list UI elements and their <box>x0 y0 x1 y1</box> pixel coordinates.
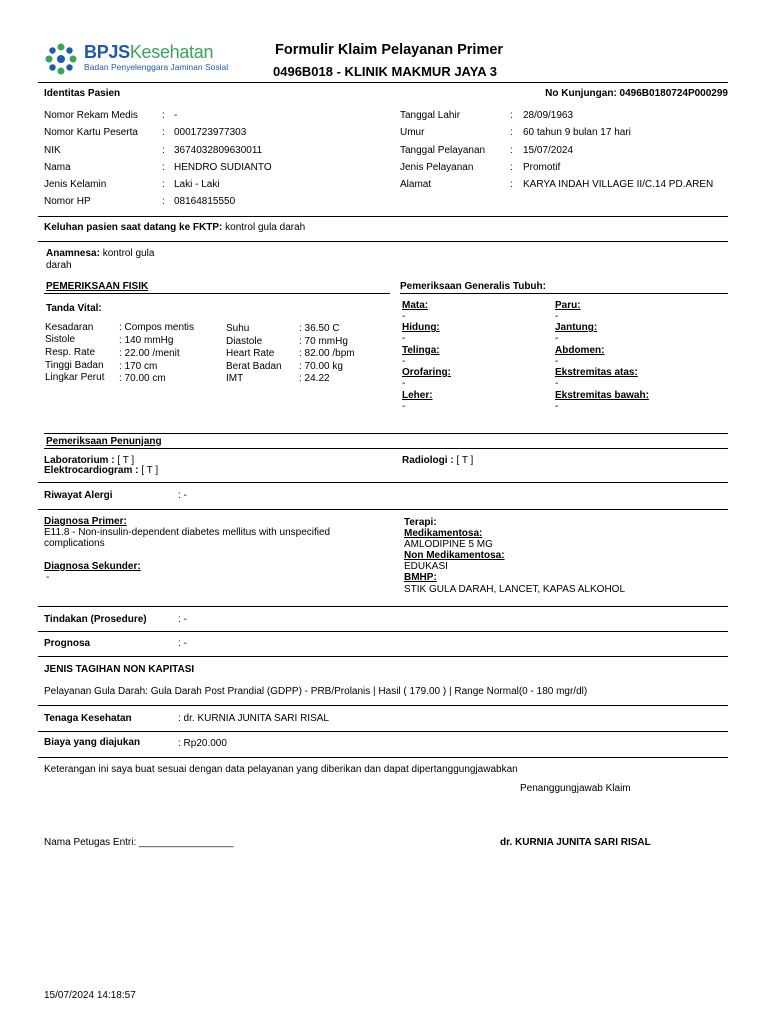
biaya-value: : Rp20.000 <box>178 738 227 749</box>
colon: : <box>510 110 513 121</box>
tenaga-value: : dr. KURNIA JUNITA SARI RISAL <box>178 713 329 724</box>
sistole-label: Sistole <box>45 334 76 345</box>
non-kapitasi-label: JENIS TAGIHAN NON KAPITASI <box>44 664 195 675</box>
diastole-label: Diastole <box>226 336 263 347</box>
ekstremitas-atas-value: - <box>555 378 559 389</box>
generalis-underline <box>400 293 728 294</box>
resp-rate-label: Resp. Rate <box>45 347 96 358</box>
petugas-blank: _________________ <box>139 837 234 848</box>
heart-rate-label: Heart Rate <box>226 348 275 359</box>
kesadaran-value: : Compos mentis <box>119 322 195 333</box>
tenaga-label: Tenaga Kesehatan <box>44 713 132 724</box>
alergi-value: : - <box>178 490 187 501</box>
pemeriksaan-fisik-label: PEMERIKSAAN FISIK <box>46 281 149 292</box>
generalis-label: Pemeriksaan Generalis Tubuh: <box>400 281 546 292</box>
alamat-value: KARYA INDAH VILLAGE II/C.14 PD.AREN <box>523 179 714 190</box>
signer-name: dr. KURNIA JUNITA SARI RISAL <box>500 837 651 848</box>
bmhp-value: STIK GULA DARAH, LANCET, KAPAS ALKOHOL <box>404 584 626 595</box>
jenis-pelayanan-label: Jenis Pelayanan <box>400 162 474 173</box>
fisik-underline <box>44 293 390 294</box>
orofaring-label: Orofaring: <box>402 367 451 378</box>
suhu-label: Suhu <box>226 323 250 334</box>
medikamentosa-label: Medikamentosa: <box>404 528 483 539</box>
kunjungan-number: No Kunjungan: 0496B0180724P000299 <box>545 88 728 99</box>
tanggal-pelayanan-label: Tanggal Pelayanan <box>400 145 486 156</box>
keterangan-text: Keterangan ini saya buat sesuai dengan data pelayanan yang diberikan dan dapat dipertanggungjawabkan <box>44 764 518 775</box>
paru-label: Paru: <box>555 300 581 311</box>
leher-label: Leher: <box>402 390 433 401</box>
telinga-label: Telinga: <box>402 345 440 356</box>
jenis-pelayanan-value: Promotif <box>523 162 561 173</box>
colon: : <box>510 179 513 190</box>
diastole-value: : 70 mmHg <box>299 336 348 347</box>
penunjang-underline <box>44 448 728 449</box>
tanggal-lahir-label: Tanggal Lahir <box>400 110 461 121</box>
ekg-value: [ T ] <box>141 465 159 476</box>
diagnosa-primer-value: E11.8 - Non-insulin-dependent diabetes mellitus with unspecified complications <box>44 527 331 549</box>
tanggal-pelayanan-value: 15/07/2024 <box>523 145 574 156</box>
jenis-kelamin-value: Laki - Laki <box>174 179 220 190</box>
heart-rate-value: : 82.00 /bpm <box>299 348 355 359</box>
petugas-row <box>44 837 234 848</box>
petugas-label: Nama Petugas Entri: <box>44 837 137 848</box>
nama-value: HENDRO SUDIANTO <box>174 162 272 173</box>
tindakan-value: : - <box>178 614 187 625</box>
abdomen-value: - <box>555 356 559 367</box>
penunjang-top-line <box>44 433 728 434</box>
colon: : <box>162 145 165 156</box>
ekstremitas-bawah-value: - <box>555 401 559 412</box>
radiologi-row <box>402 455 473 466</box>
colon: : <box>162 110 165 121</box>
nik-label: NIK <box>44 145 61 156</box>
orofaring-value: - <box>402 378 406 389</box>
suhu-value: : 36.50 C <box>299 323 340 334</box>
sistole-value: : 140 mmHg <box>119 335 174 346</box>
penanggungjawab-label: Penanggungjawab Klaim <box>520 783 631 794</box>
kartu-peserta-value: 0001723977303 <box>174 127 247 138</box>
laboratorium-value: [ T ] <box>117 455 135 466</box>
colon: : <box>162 196 165 207</box>
umur-label: Umur <box>400 127 425 138</box>
laboratorium-label: Laboratorium : <box>44 455 115 466</box>
alergi-label: Riwayat Alergi <box>44 490 113 501</box>
prognosa-value: : - <box>178 638 187 649</box>
ekstremitas-atas-label: Ekstremitas atas: <box>555 367 638 378</box>
lingkar-perut-value: : 70.00 cm <box>119 373 166 384</box>
paru-value: - <box>555 311 559 322</box>
jenis-kelamin-label: Jenis Kelamin <box>44 179 107 190</box>
anamnesa-label: Anamnesa: <box>46 248 100 259</box>
mata-label: Mata: <box>402 300 429 311</box>
kartu-peserta-label: Nomor Kartu Peserta <box>44 127 138 138</box>
non-medikamentosa-value: EDUKASI <box>404 561 448 572</box>
mata-value: - <box>402 311 406 322</box>
colon: : <box>162 162 165 173</box>
keluhan-value: kontrol gula darah <box>225 222 306 233</box>
berat-badan-value: : 70.00 kg <box>299 361 343 372</box>
ekg-label: Elektrocardiogram : <box>44 465 139 476</box>
bmhp-label: BMHP: <box>404 572 437 583</box>
radiologi-value: [ T ] <box>456 455 474 466</box>
biaya-label: Biaya yang diajukan <box>44 737 141 748</box>
bpjs-emblem-icon <box>44 42 78 76</box>
nomor-hp-label: Nomor HP <box>44 196 91 207</box>
nomor-hp-value: 08164815550 <box>174 196 236 207</box>
colon: : <box>162 179 165 190</box>
diagnosa-sekunder-label: Diagnosa Sekunder: <box>44 561 141 572</box>
lingkar-perut-label: Lingkar Perut <box>45 372 105 383</box>
abdomen-label: Abdomen: <box>555 345 605 356</box>
identitas-label: Identitas Pasien <box>44 88 121 99</box>
colon: : <box>510 127 513 138</box>
diagnosa-sekunder-value: - <box>46 572 50 583</box>
keluhan-label: Keluhan pasien saat datang ke FKTP: <box>44 222 223 233</box>
non-kapitasi-value: Pelayanan Gula Darah: Gula Darah Post Prandial (GDPP) - PRB/Prolanis | Hasil ( 179.00 ) | Range Normal(0 - 180 mgr/dl) <box>44 686 588 697</box>
jantung-value: - <box>555 333 559 344</box>
hidung-value: - <box>402 333 406 344</box>
diagnosa-primer-label: Diagnosa Primer: <box>44 516 127 527</box>
clinic-subtitle: 0496B018 - KLINIK MAKMUR JAYA 3 <box>273 64 497 79</box>
tinggi-badan-label: Tinggi Badan <box>45 360 104 371</box>
keluhan-row <box>44 222 305 233</box>
rekam-medis-label: Nomor Rekam Medis <box>44 110 138 121</box>
timestamp: 15/07/2024 14:18:57 <box>44 990 136 1001</box>
kesadaran-label: Kesadaran <box>45 322 94 333</box>
leher-value: - <box>402 401 406 412</box>
nama-label: Nama <box>44 162 71 173</box>
medikamentosa-value: AMLODIPINE 5 MG <box>404 539 493 550</box>
anamnesa-row <box>46 248 154 259</box>
tanda-vital-label: Tanda Vital: <box>46 303 102 314</box>
tinggi-badan-value: : 170 cm <box>119 361 158 372</box>
nik-value: 3674032809630011 <box>174 145 263 156</box>
colon: : <box>510 162 513 173</box>
berat-badan-label: Berat Badan <box>226 361 282 372</box>
non-medikamentosa-label: Non Medikamentosa: <box>404 550 505 561</box>
radiologi-label: Radiologi : <box>402 455 454 466</box>
logo-brand-b: Kesehatan <box>129 42 214 62</box>
ekg-row <box>44 465 158 476</box>
umur-value: 60 tahun 9 bulan 17 hari <box>523 127 631 138</box>
terapi-label: Terapi: <box>404 517 437 528</box>
colon: : <box>162 127 165 138</box>
prognosa-label: Prognosa <box>44 638 91 649</box>
logo-brand-a: BPJS <box>84 42 130 62</box>
resp-rate-value: : 22.00 /menit <box>119 348 180 359</box>
ekstremitas-bawah-label: Ekstremitas bawah: <box>555 390 649 401</box>
alamat-label: Alamat <box>400 179 432 190</box>
page-title: Formulir Klaim Pelayanan Primer <box>275 42 504 58</box>
telinga-value: - <box>402 356 406 367</box>
imt-label: IMT <box>226 373 244 384</box>
logo-subtitle: Badan Penyelenggara Jaminan Sosial <box>84 62 229 72</box>
anamnesa-value-2: darah <box>46 260 72 271</box>
hidung-label: Hidung: <box>402 322 440 333</box>
anamnesa-value-1: kontrol gula <box>102 248 155 259</box>
tanggal-lahir-value: 28/09/1963 <box>523 110 574 121</box>
imt-value: : 24.22 <box>299 373 330 384</box>
rekam-medis-value: - <box>174 110 178 121</box>
colon: : <box>510 145 513 156</box>
penunjang-label: Pemeriksaan Penunjang <box>46 436 162 447</box>
tindakan-label: Tindakan (Prosedure) <box>44 614 147 625</box>
jantung-label: Jantung: <box>555 322 598 333</box>
